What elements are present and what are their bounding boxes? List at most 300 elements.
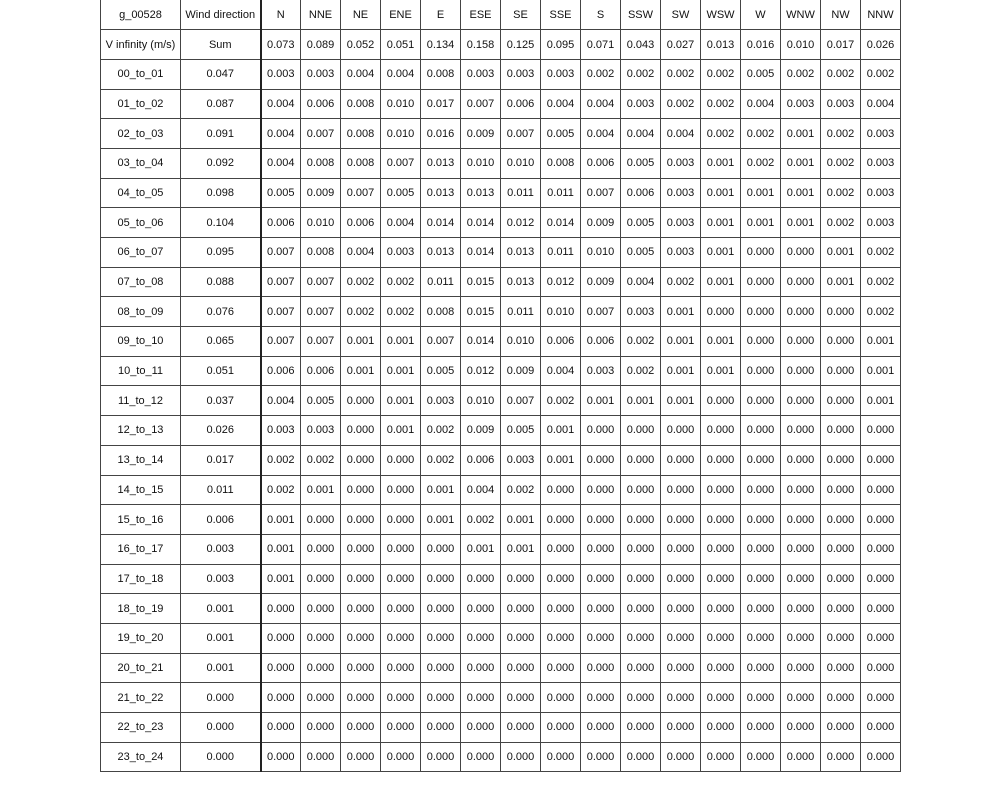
table-row: [101, 89, 901, 119]
direction-header-cell: NE: [341, 0, 381, 30]
frequency-cell: 0.008: [301, 238, 341, 268]
frequency-cell: 0.009: [301, 178, 341, 208]
frequency-cell: 0.000: [821, 445, 861, 475]
speed-bin-sum: 0.051: [181, 356, 261, 386]
frequency-cell: 0.001: [741, 208, 781, 238]
frequency-cell: 0.002: [661, 89, 701, 119]
frequency-cell: 0.008: [541, 148, 581, 178]
frequency-cell: 0.000: [341, 505, 381, 535]
frequency-cell: 0.000: [381, 653, 421, 683]
frequency-cell: 0.002: [661, 267, 701, 297]
direction-sum-cell: 0.013: [701, 30, 741, 60]
frequency-cell: 0.006: [461, 445, 501, 475]
frequency-cell: 0.001: [581, 386, 621, 416]
direction-header-cell: SSW: [621, 0, 661, 30]
speed-bin-label: 16_to_17: [101, 534, 181, 564]
speed-bin-label: 02_to_03: [101, 119, 181, 149]
frequency-cell: 0.000: [701, 297, 741, 327]
frequency-cell: 0.014: [461, 238, 501, 268]
frequency-cell: 0.000: [341, 683, 381, 713]
speed-bin-sum: 0.092: [181, 148, 261, 178]
frequency-cell: 0.011: [501, 297, 541, 327]
frequency-cell: 0.000: [541, 505, 581, 535]
frequency-cell: 0.001: [501, 534, 541, 564]
frequency-cell: 0.006: [541, 327, 581, 357]
speed-bin-label: 05_to_06: [101, 208, 181, 238]
frequency-cell: 0.000: [741, 534, 781, 564]
frequency-cell: 0.011: [421, 267, 461, 297]
frequency-cell: 0.000: [861, 653, 901, 683]
frequency-cell: 0.000: [661, 445, 701, 475]
frequency-cell: 0.001: [781, 208, 821, 238]
direction-sum-cell: 0.158: [461, 30, 501, 60]
table-row: [101, 445, 901, 475]
frequency-cell: 0.000: [781, 445, 821, 475]
frequency-cell: 0.000: [261, 683, 301, 713]
frequency-cell: 0.002: [861, 59, 901, 89]
frequency-cell: 0.002: [821, 148, 861, 178]
frequency-cell: 0.000: [741, 416, 781, 446]
frequency-cell: 0.005: [261, 178, 301, 208]
frequency-cell: 0.004: [621, 119, 661, 149]
frequency-cell: 0.005: [741, 59, 781, 89]
direction-header-cell: WNW: [781, 0, 821, 30]
direction-header-cell: SW: [661, 0, 701, 30]
frequency-cell: 0.001: [661, 356, 701, 386]
direction-sum-cell: 0.016: [741, 30, 781, 60]
frequency-cell: 0.000: [821, 653, 861, 683]
direction-header-cell: ESE: [461, 0, 501, 30]
frequency-cell: 0.000: [781, 653, 821, 683]
frequency-cell: 0.000: [501, 653, 541, 683]
frequency-cell: 0.001: [661, 327, 701, 357]
frequency-cell: 0.000: [821, 594, 861, 624]
frequency-cell: 0.000: [701, 475, 741, 505]
frequency-cell: 0.002: [661, 59, 701, 89]
frequency-cell: 0.000: [541, 564, 581, 594]
frequency-cell: 0.010: [501, 148, 541, 178]
frequency-cell: 0.008: [341, 148, 381, 178]
frequency-cell: 0.000: [421, 742, 461, 772]
frequency-cell: 0.007: [301, 119, 341, 149]
frequency-cell: 0.003: [661, 148, 701, 178]
direction-header-cell: E: [421, 0, 461, 30]
frequency-cell: 0.003: [861, 148, 901, 178]
frequency-cell: 0.000: [861, 594, 901, 624]
frequency-cell: 0.001: [701, 208, 741, 238]
table-row: [101, 653, 901, 683]
speed-bin-sum: 0.098: [181, 178, 261, 208]
frequency-cell: 0.000: [341, 713, 381, 743]
table-row: [101, 356, 901, 386]
frequency-cell: 0.000: [341, 475, 381, 505]
frequency-cell: 0.008: [341, 89, 381, 119]
frequency-cell: 0.002: [341, 267, 381, 297]
table-row: [101, 59, 901, 89]
frequency-cell: 0.000: [621, 623, 661, 653]
speed-bin-sum: 0.076: [181, 297, 261, 327]
frequency-cell: 0.004: [661, 119, 701, 149]
speed-bin-sum: 0.000: [181, 683, 261, 713]
frequency-cell: 0.000: [461, 713, 501, 743]
frequency-cell: 0.000: [301, 683, 341, 713]
frequency-cell: 0.006: [341, 208, 381, 238]
frequency-cell: 0.000: [741, 505, 781, 535]
frequency-cell: 0.000: [621, 505, 661, 535]
frequency-cell: 0.001: [541, 416, 581, 446]
direction-header-cell: SSE: [541, 0, 581, 30]
frequency-cell: 0.000: [781, 356, 821, 386]
frequency-cell: 0.000: [501, 623, 541, 653]
table-row: [101, 386, 901, 416]
frequency-cell: 0.007: [381, 148, 421, 178]
frequency-cell: 0.000: [421, 594, 461, 624]
frequency-cell: 0.000: [781, 386, 821, 416]
frequency-cell: 0.009: [461, 119, 501, 149]
speed-bin-label: 17_to_18: [101, 564, 181, 594]
table-row: [101, 119, 901, 149]
frequency-cell: 0.000: [301, 594, 341, 624]
frequency-cell: 0.001: [261, 534, 301, 564]
frequency-cell: 0.000: [821, 327, 861, 357]
frequency-cell: 0.002: [861, 267, 901, 297]
frequency-cell: 0.000: [821, 742, 861, 772]
frequency-cell: 0.002: [381, 297, 421, 327]
frequency-cell: 0.000: [541, 653, 581, 683]
frequency-cell: 0.001: [381, 356, 421, 386]
frequency-cell: 0.000: [461, 594, 501, 624]
speed-bin-sum: 0.065: [181, 327, 261, 357]
table-row: [101, 267, 901, 297]
frequency-cell: 0.000: [861, 534, 901, 564]
frequency-cell: 0.000: [341, 416, 381, 446]
frequency-cell: 0.000: [861, 564, 901, 594]
frequency-cell: 0.000: [341, 742, 381, 772]
frequency-cell: 0.001: [261, 564, 301, 594]
frequency-cell: 0.000: [741, 356, 781, 386]
frequency-cell: 0.004: [541, 356, 581, 386]
frequency-cell: 0.000: [581, 564, 621, 594]
frequency-cell: 0.000: [661, 713, 701, 743]
frequency-cell: 0.000: [701, 564, 741, 594]
frequency-cell: 0.007: [421, 327, 461, 357]
frequency-cell: 0.008: [421, 59, 461, 89]
frequency-cell: 0.000: [581, 475, 621, 505]
frequency-cell: 0.000: [341, 386, 381, 416]
table-row: [101, 208, 901, 238]
frequency-cell: 0.000: [261, 623, 301, 653]
frequency-cell: 0.000: [301, 505, 341, 535]
frequency-cell: 0.000: [821, 416, 861, 446]
frequency-cell: 0.001: [821, 267, 861, 297]
frequency-cell: 0.001: [621, 386, 661, 416]
speed-bin-sum: 0.095: [181, 238, 261, 268]
frequency-cell: 0.000: [661, 505, 701, 535]
frequency-cell: 0.003: [501, 445, 541, 475]
speed-bin-label: 20_to_21: [101, 653, 181, 683]
frequency-cell: 0.012: [541, 267, 581, 297]
frequency-cell: 0.001: [381, 327, 421, 357]
speed-bin-sum: 0.088: [181, 267, 261, 297]
direction-sum-cell: 0.073: [261, 30, 301, 60]
frequency-cell: 0.000: [621, 475, 661, 505]
frequency-cell: 0.000: [861, 416, 901, 446]
frequency-cell: 0.000: [821, 356, 861, 386]
frequency-cell: 0.000: [541, 683, 581, 713]
frequency-cell: 0.000: [341, 534, 381, 564]
frequency-cell: 0.003: [861, 178, 901, 208]
frequency-cell: 0.001: [781, 119, 821, 149]
frequency-cell: 0.004: [261, 119, 301, 149]
frequency-cell: 0.001: [501, 505, 541, 535]
direction-header-cell: NW: [821, 0, 861, 30]
frequency-cell: 0.000: [301, 742, 341, 772]
frequency-cell: 0.000: [261, 713, 301, 743]
speed-bin-label: 21_to_22: [101, 683, 181, 713]
speed-bin-label: 18_to_19: [101, 594, 181, 624]
frequency-cell: 0.001: [341, 356, 381, 386]
direction-sum-cell: 0.010: [781, 30, 821, 60]
frequency-cell: 0.000: [781, 713, 821, 743]
speed-bin-label: 22_to_23: [101, 713, 181, 743]
frequency-cell: 0.007: [581, 178, 621, 208]
frequency-cell: 0.011: [541, 238, 581, 268]
frequency-cell: 0.000: [741, 683, 781, 713]
wind-table-body: [101, 0, 901, 772]
frequency-cell: 0.000: [381, 623, 421, 653]
frequency-cell: 0.000: [741, 327, 781, 357]
frequency-cell: 0.003: [661, 238, 701, 268]
frequency-cell: 0.007: [261, 327, 301, 357]
table-row: [101, 594, 901, 624]
direction-sum-cell: 0.071: [581, 30, 621, 60]
frequency-cell: 0.002: [821, 208, 861, 238]
frequency-cell: 0.003: [781, 89, 821, 119]
frequency-cell: 0.000: [701, 713, 741, 743]
frequency-cell: 0.007: [261, 238, 301, 268]
frequency-cell: 0.001: [701, 148, 741, 178]
frequency-cell: 0.001: [421, 505, 461, 535]
frequency-cell: 0.000: [781, 297, 821, 327]
frequency-cell: 0.001: [261, 505, 301, 535]
frequency-cell: 0.006: [261, 356, 301, 386]
table-row: [101, 475, 901, 505]
frequency-cell: 0.000: [861, 742, 901, 772]
frequency-cell: 0.007: [301, 297, 341, 327]
frequency-cell: 0.000: [701, 534, 741, 564]
frequency-cell: 0.000: [821, 534, 861, 564]
frequency-cell: 0.000: [621, 683, 661, 713]
frequency-cell: 0.000: [421, 713, 461, 743]
frequency-cell: 0.016: [421, 119, 461, 149]
frequency-cell: 0.000: [861, 445, 901, 475]
frequency-cell: 0.000: [541, 475, 581, 505]
frequency-cell: 0.000: [781, 505, 821, 535]
frequency-cell: 0.007: [581, 297, 621, 327]
corner-label-cell: g_00528: [101, 0, 181, 30]
frequency-cell: 0.000: [661, 653, 701, 683]
frequency-cell: 0.000: [621, 653, 661, 683]
frequency-cell: 0.000: [501, 683, 541, 713]
frequency-cell: 0.000: [341, 653, 381, 683]
frequency-cell: 0.000: [261, 742, 301, 772]
frequency-cell: 0.008: [421, 297, 461, 327]
direction-header-cell: WSW: [701, 0, 741, 30]
speed-bin-label: 09_to_10: [101, 327, 181, 357]
frequency-cell: 0.000: [661, 475, 701, 505]
frequency-cell: 0.001: [661, 386, 701, 416]
frequency-cell: 0.000: [861, 623, 901, 653]
speed-bin-label: 00_to_01: [101, 59, 181, 89]
direction-sum-cell: 0.026: [861, 30, 901, 60]
speed-bin-sum: 0.000: [181, 742, 261, 772]
speed-bin-sum: 0.087: [181, 89, 261, 119]
frequency-cell: 0.000: [781, 594, 821, 624]
speed-bin-label: 08_to_09: [101, 297, 181, 327]
frequency-cell: 0.001: [861, 386, 901, 416]
frequency-cell: 0.002: [861, 238, 901, 268]
frequency-cell: 0.003: [461, 59, 501, 89]
frequency-cell: 0.000: [621, 416, 661, 446]
frequency-cell: 0.006: [501, 89, 541, 119]
frequency-cell: 0.000: [381, 713, 421, 743]
direction-header-cell: SE: [501, 0, 541, 30]
frequency-cell: 0.000: [581, 683, 621, 713]
frequency-cell: 0.014: [421, 208, 461, 238]
frequency-cell: 0.000: [381, 683, 421, 713]
frequency-cell: 0.010: [501, 327, 541, 357]
frequency-cell: 0.000: [541, 742, 581, 772]
frequency-cell: 0.000: [301, 623, 341, 653]
header-row: [101, 0, 901, 30]
frequency-cell: 0.000: [621, 445, 661, 475]
direction-header-cell: W: [741, 0, 781, 30]
frequency-cell: 0.003: [661, 178, 701, 208]
frequency-cell: 0.012: [461, 356, 501, 386]
frequency-cell: 0.000: [821, 386, 861, 416]
frequency-cell: 0.008: [341, 119, 381, 149]
frequency-cell: 0.006: [301, 89, 341, 119]
frequency-cell: 0.000: [301, 653, 341, 683]
frequency-cell: 0.000: [381, 475, 421, 505]
frequency-cell: 0.000: [421, 534, 461, 564]
frequency-cell: 0.003: [261, 59, 301, 89]
frequency-cell: 0.006: [581, 148, 621, 178]
frequency-cell: 0.009: [581, 208, 621, 238]
frequency-cell: 0.000: [381, 534, 421, 564]
table-row: [101, 327, 901, 357]
direction-header-cell: S: [581, 0, 621, 30]
table-row: [101, 742, 901, 772]
frequency-cell: 0.002: [581, 59, 621, 89]
frequency-cell: 0.005: [421, 356, 461, 386]
frequency-cell: 0.000: [381, 742, 421, 772]
speed-bin-label: 13_to_14: [101, 445, 181, 475]
frequency-cell: 0.000: [301, 564, 341, 594]
frequency-cell: 0.000: [341, 594, 381, 624]
frequency-cell: 0.007: [301, 267, 341, 297]
direction-sum-cell: 0.043: [621, 30, 661, 60]
frequency-cell: 0.000: [781, 238, 821, 268]
frequency-cell: 0.000: [861, 475, 901, 505]
frequency-cell: 0.003: [621, 89, 661, 119]
direction-sum-cell: 0.017: [821, 30, 861, 60]
frequency-cell: 0.002: [741, 148, 781, 178]
frequency-cell: 0.002: [621, 327, 661, 357]
frequency-cell: 0.000: [301, 534, 341, 564]
frequency-cell: 0.012: [501, 208, 541, 238]
frequency-cell: 0.003: [381, 238, 421, 268]
frequency-cell: 0.000: [821, 683, 861, 713]
frequency-cell: 0.005: [381, 178, 421, 208]
frequency-cell: 0.006: [261, 208, 301, 238]
direction-header-cell: NNW: [861, 0, 901, 30]
table-row: [101, 178, 901, 208]
frequency-cell: 0.014: [461, 208, 501, 238]
frequency-cell: 0.008: [301, 148, 341, 178]
speed-bin-label: 15_to_16: [101, 505, 181, 535]
frequency-cell: 0.001: [821, 238, 861, 268]
frequency-cell: 0.000: [861, 713, 901, 743]
frequency-cell: 0.003: [661, 208, 701, 238]
frequency-cell: 0.000: [701, 594, 741, 624]
frequency-cell: 0.005: [621, 148, 661, 178]
direction-sum-cell: 0.089: [301, 30, 341, 60]
frequency-cell: 0.000: [421, 623, 461, 653]
frequency-cell: 0.000: [461, 742, 501, 772]
frequency-cell: 0.004: [621, 267, 661, 297]
frequency-cell: 0.003: [861, 208, 901, 238]
frequency-cell: 0.000: [581, 534, 621, 564]
table-row: [101, 683, 901, 713]
frequency-cell: 0.002: [261, 445, 301, 475]
frequency-cell: 0.013: [501, 238, 541, 268]
frequency-cell: 0.000: [781, 683, 821, 713]
frequency-cell: 0.006: [621, 178, 661, 208]
frequency-cell: 0.002: [341, 297, 381, 327]
direction-sum-cell: 0.052: [341, 30, 381, 60]
frequency-cell: 0.013: [421, 238, 461, 268]
frequency-cell: 0.002: [461, 505, 501, 535]
direction-sum-cell: 0.095: [541, 30, 581, 60]
frequency-cell: 0.000: [701, 653, 741, 683]
frequency-cell: 0.011: [501, 178, 541, 208]
frequency-cell: 0.002: [501, 475, 541, 505]
frequency-cell: 0.001: [661, 297, 701, 327]
frequency-cell: 0.010: [541, 297, 581, 327]
speed-bin-sum: 0.006: [181, 505, 261, 535]
frequency-cell: 0.000: [821, 713, 861, 743]
frequency-cell: 0.000: [381, 594, 421, 624]
frequency-cell: 0.000: [661, 623, 701, 653]
frequency-cell: 0.007: [461, 89, 501, 119]
sum-row: [101, 30, 901, 60]
table-row: [101, 713, 901, 743]
frequency-cell: 0.002: [621, 356, 661, 386]
speed-bin-label: 06_to_07: [101, 238, 181, 268]
frequency-cell: 0.014: [541, 208, 581, 238]
frequency-cell: 0.001: [701, 356, 741, 386]
direction-header-cell: ENE: [381, 0, 421, 30]
frequency-cell: 0.000: [621, 742, 661, 772]
frequency-cell: 0.000: [781, 742, 821, 772]
frequency-cell: 0.007: [341, 178, 381, 208]
frequency-cell: 0.001: [781, 148, 821, 178]
frequency-cell: 0.000: [261, 653, 301, 683]
frequency-cell: 0.000: [581, 623, 621, 653]
frequency-cell: 0.002: [821, 119, 861, 149]
frequency-cell: 0.004: [461, 475, 501, 505]
